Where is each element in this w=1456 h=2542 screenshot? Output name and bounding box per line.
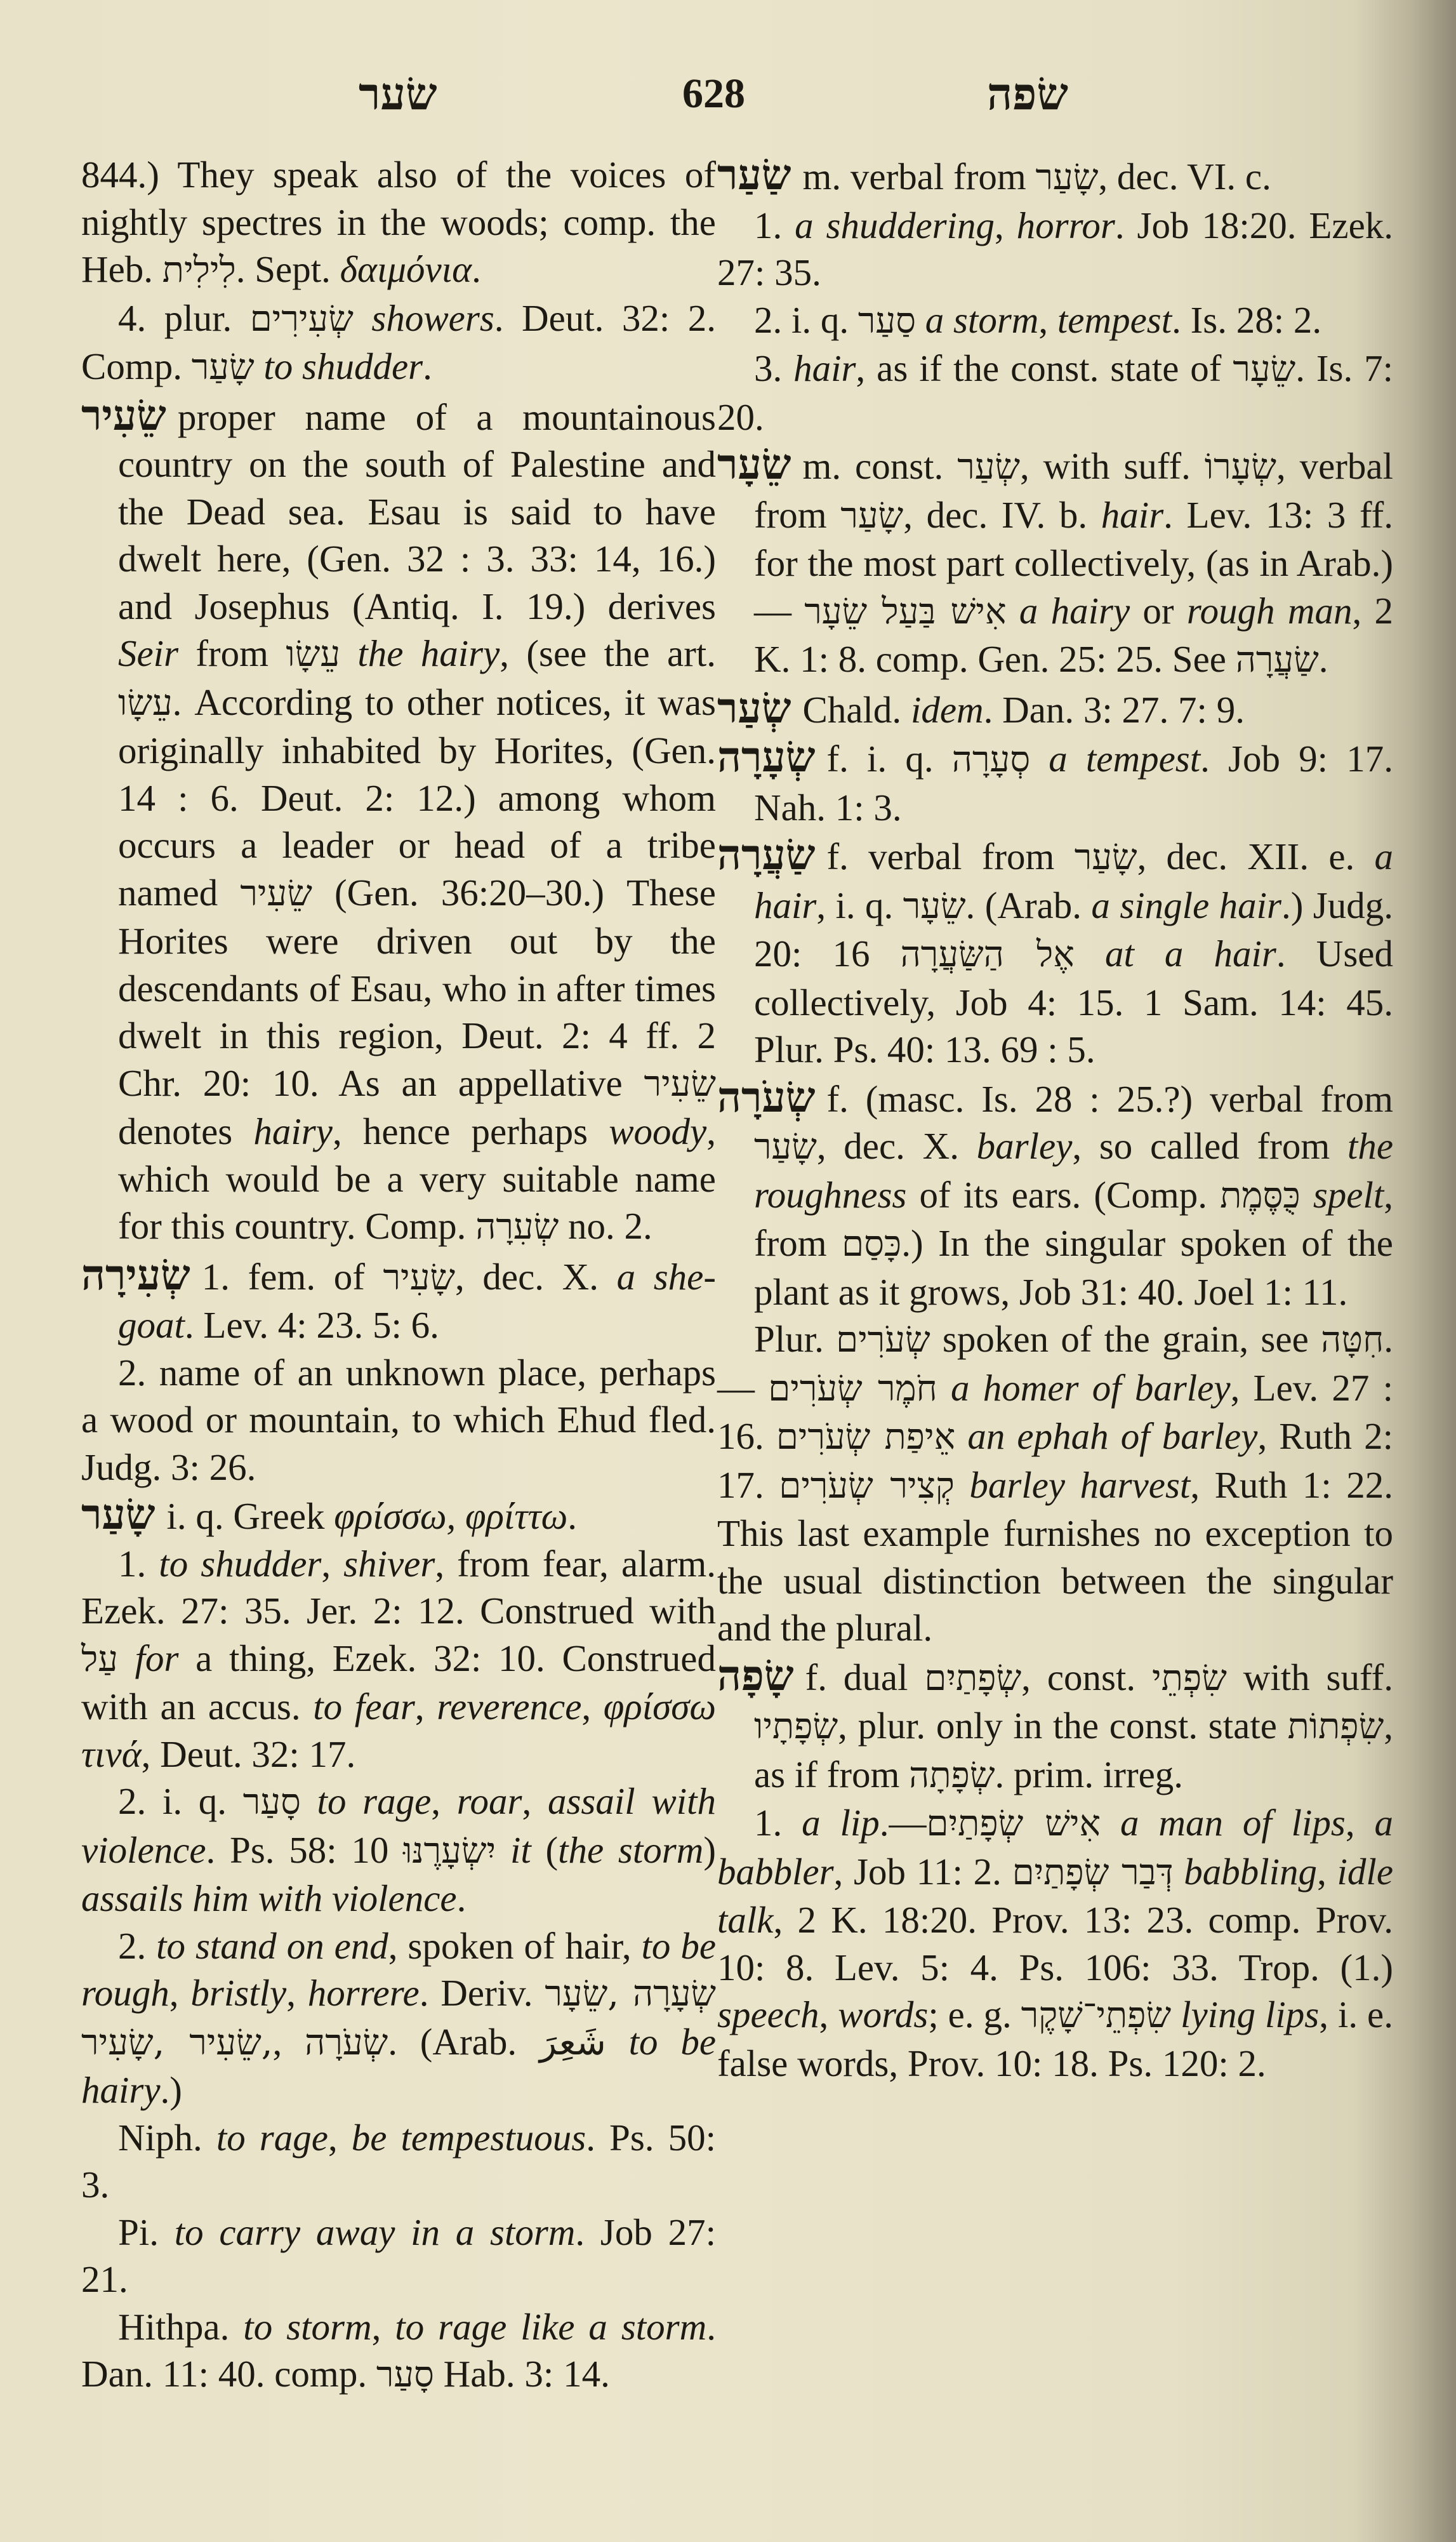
text-run — [496, 1829, 510, 1871]
hebrew-word: שָׂעַר — [1035, 157, 1099, 198]
hebrew-word: שִׂפְתוֹת — [1287, 1706, 1384, 1747]
text-run: . Is. 28: 2. — [1172, 298, 1322, 341]
italic-gloss: to be rough — [81, 1924, 717, 2014]
italic-gloss: to fear — [313, 1686, 415, 1727]
text-run: . Ps. 50: 3. — [81, 2116, 717, 2206]
italic-gloss: rough man — [1186, 589, 1353, 632]
italic-gloss: roar — [456, 1780, 522, 1822]
header-left-catchword: שׂער — [359, 67, 437, 120]
text-run: denotes — [118, 1110, 254, 1152]
hebrew-word: סָעַר — [242, 1781, 301, 1823]
text-run: , (see the art. — [500, 632, 716, 674]
italic-gloss: to carry away in a storm — [174, 2211, 576, 2253]
text-run: , — [1345, 1802, 1375, 1844]
text-run: 844.) They speak also of the voices of nightly spectres in the woods; comp. the Heb. — [81, 154, 716, 290]
entry-headword: שָׂעַר — [81, 1489, 156, 1539]
text-run: , dec. IV. b. — [903, 493, 1101, 536]
text-run: , — [1038, 298, 1057, 341]
dictionary-entry — [717, 441, 1393, 684]
text-run: i. q. Greek — [166, 1495, 334, 1537]
text-run: , Ruth 2: 17. — [717, 1415, 1394, 1506]
italic-gloss: babbling — [1184, 1850, 1318, 1893]
hebrew-word: דְּבַר שְׂפָתַיִם — [1012, 1851, 1174, 1893]
hebrew-word: יִשְׂעָרֶנּוּ — [403, 1830, 496, 1872]
italic-gloss: hair — [793, 347, 856, 389]
text-run: , const. — [1021, 1656, 1153, 1698]
italic-gloss: to rage — [317, 1780, 432, 1822]
italic-gloss: a single hair — [1091, 884, 1281, 926]
text-run: , — [371, 2305, 395, 2348]
text-run — [916, 299, 925, 341]
text-run: , from — [754, 1173, 1393, 1264]
italic-gloss: barley — [976, 1125, 1073, 1167]
text-run: Niph. — [118, 2116, 216, 2159]
text-run: , — [819, 1993, 838, 2035]
italic-gloss: hair — [1101, 493, 1164, 536]
text-run: . Lev. 13: 3 ff. for the most part collectively, (as in Arab.) — — [754, 493, 1393, 632]
entry-sense — [717, 1799, 1393, 2087]
hebrew-word: שָׂעִיר — [383, 1256, 456, 1298]
left-column — [81, 151, 716, 2399]
dictionary-entry — [717, 684, 1393, 734]
hebrew-word: אֶל הַשַּׂעֲרָה — [900, 934, 1075, 975]
text-run: (Gen. 36:20–30.) These Horites were driven out by the descendants of Esau, who in after times dwelt in this region, Deut. 2: 4 ff. 2 Chr. 20: 10. As an appellative — [118, 871, 716, 1104]
entry-sense — [81, 1540, 716, 1778]
page-number: 628 — [682, 70, 745, 117]
hebrew-word: שְׂעֹרִים — [836, 1319, 930, 1361]
text-run: , i. q. — [816, 884, 903, 926]
text-run: . Deut. 32: 2. Comp. — [81, 296, 716, 387]
dictionary-entry — [81, 1251, 716, 1349]
text-run: . Sept. — [235, 248, 340, 290]
text-run: . — — [717, 1318, 1393, 1409]
italic-gloss: tempest — [1057, 298, 1172, 341]
hebrew-word: שְׂפָתָיו — [754, 1706, 838, 1747]
text-run: . Dan. 3: 27. 7: 9. — [983, 688, 1245, 731]
text-run: . (Arab. — [965, 884, 1092, 926]
italic-gloss: woody — [609, 1110, 707, 1152]
dictionary-entry — [717, 831, 1393, 1074]
text-run: . Dan. 11: 40. comp. — [81, 2305, 716, 2395]
text-run — [937, 1367, 951, 1409]
italic-gloss: words — [838, 1993, 929, 2035]
text-run: f. (masc. Is. 28 : 25.?) verbal from — [826, 1077, 1393, 1120]
text-run: . Lev. 4: 23. 5: 6. — [184, 1304, 439, 1346]
text-run — [1030, 738, 1049, 780]
text-run: , hence perhaps — [332, 1110, 609, 1152]
hebrew-word: קְצִיר שְׂעֹרִים — [779, 1465, 955, 1507]
hebrew-word: אֵיפַת שְׂעֹרִים — [776, 1416, 956, 1458]
dictionary-entry — [717, 1652, 1393, 1800]
entry-headword: שְׂעִירָה — [81, 1249, 190, 1300]
text-run: . Used collectively, Job 4: 15. 1 Sam. 14: 45. Plur. Ps. 40: 13. 69 : 5. — [754, 933, 1393, 1070]
hebrew-word: שֵׂעָר — [903, 885, 966, 927]
italic-gloss: to storm — [243, 2305, 372, 2348]
text-run: , Lev. 27 : 16. — [717, 1366, 1394, 1457]
italic-gloss: horror — [1016, 204, 1115, 246]
hebrew-word: שְׂעִירִים — [249, 298, 354, 340]
italic-gloss: to rage — [216, 2116, 328, 2159]
italic-gloss: a man of lips — [1120, 1802, 1346, 1844]
entry-headword: שְׂעָרָה — [717, 732, 816, 782]
text-run: 3. — [754, 347, 794, 389]
text-run: 2. — [118, 1924, 157, 1967]
text-run — [1300, 1174, 1313, 1216]
text-run — [955, 1415, 967, 1457]
text-run: 1. fem. of — [201, 1255, 383, 1298]
hebrew-word: שֵׂעָר — [1233, 349, 1296, 390]
italic-gloss: shiver — [343, 1542, 435, 1585]
hebrew-word: שֵׂעִיר — [644, 1063, 716, 1105]
text-run — [1171, 1993, 1181, 2035]
hebrew-word: שְׂעָרָה ,שֵׂעָר ,שֵׂעִיר ,שָׂעִיר — [81, 1973, 716, 2063]
italic-gloss: be tempestuous — [351, 2116, 586, 2159]
text-run — [606, 2021, 629, 2063]
text-run: .) In the singular spoken of the plant as it grows, Job 31: 40. Joel 1: 11. — [754, 1222, 1393, 1313]
hebrew-word: סָעַר — [376, 2354, 434, 2395]
italic-gloss: reverence — [437, 1686, 582, 1727]
italic-gloss: to shudder — [263, 345, 423, 387]
italic-gloss: idem — [910, 688, 984, 731]
text-run: , from fear, alarm. Ezek. 27: 35. Jer. 2: 12. Construed with — [81, 1542, 717, 1632]
text-run: , dec. VI. c. — [1098, 156, 1271, 197]
italic-gloss: showers — [371, 296, 494, 339]
text-run: m. verbal from — [802, 156, 1036, 197]
italic-gloss: hairy — [253, 1110, 333, 1152]
text-run: , verbal from — [754, 445, 1393, 536]
text-run: , i. e. false words, Prov. 10: 18. Ps. 120: 2. — [717, 1993, 1393, 2084]
italic-gloss: Seir — [118, 632, 179, 674]
text-run: . — [423, 345, 432, 387]
text-run: , Deut. 32: 17. — [141, 1733, 356, 1775]
hebrew-word: שָׂעַר — [840, 495, 904, 536]
hebrew-word: כָּסַם — [842, 1223, 902, 1265]
text-run: proper name of a mountainous country on the south of Palestine and the Dead sea. Esau is said to have dwelt here, (Gen. 32 : 3. 33: 14, 16.) and Josephus (Antiq. I. 19.) derives — [118, 396, 716, 627]
italic-gloss: to be hairy — [81, 2020, 717, 2111]
text-run: , — [321, 1542, 344, 1585]
text-run: .) Judg. 20: 16 — [754, 884, 1393, 975]
hebrew-word: שִׂפְתֵי — [1152, 1657, 1227, 1699]
hebrew-word: שָׂעַר — [191, 347, 255, 388]
text-run: Pi. — [118, 2211, 175, 2253]
text-run: , — [431, 1780, 457, 1822]
hebrew-word: שְׂעֹרָה — [305, 2021, 388, 2063]
entry-sense — [81, 1922, 716, 2114]
text-run: 4. plur. — [118, 296, 250, 339]
text-run: , — [995, 204, 1017, 246]
text-run: . — [1318, 638, 1328, 680]
text-run — [955, 1464, 970, 1506]
hebrew-word: שָׂעַר — [754, 1126, 817, 1168]
text-run: Chald. — [802, 688, 911, 731]
text-run — [1174, 1851, 1184, 1893]
entry-sense — [81, 2209, 716, 2303]
text-run: Hab. 3: 14. — [433, 2353, 610, 2395]
text-run: f. verbal from — [826, 835, 1075, 877]
text-run: spoken of the grain, see — [930, 1318, 1321, 1360]
text-run — [1101, 1802, 1120, 1844]
italic-gloss: for — [135, 1637, 179, 1679]
text-run: ; e. g. — [928, 1993, 1021, 2035]
hebrew-word: שְׂעָרוֹ — [1204, 446, 1276, 488]
text-run: . prim. irreg. — [995, 1753, 1184, 1795]
text-run: , — [414, 1686, 437, 1727]
text-run: , — [581, 1686, 604, 1727]
entry-sense — [81, 2114, 716, 2209]
text-run: .— — [879, 1802, 927, 1844]
entry-headword: שֵׂעָר — [717, 439, 791, 489]
text-run: , — [328, 2116, 352, 2159]
italic-gloss: to rage like a storm — [395, 2305, 707, 2348]
italic-gloss: lying lips — [1181, 1993, 1320, 2035]
entry-sense — [81, 295, 716, 392]
text-run: . — [472, 248, 481, 290]
text-run: , — [522, 1780, 548, 1822]
entry-headword: שַׂעַר — [717, 150, 791, 199]
header-right-catchword: שׂפה — [987, 67, 1068, 120]
text-run: . Job 27: 21. — [81, 2211, 716, 2300]
entry-sense — [717, 202, 1393, 296]
italic-gloss: a shuddering — [795, 204, 995, 246]
italic-gloss: assail with violence — [81, 1780, 717, 1871]
text-run — [1007, 590, 1019, 632]
hebrew-word: אִישׁ בַּעַל שֵׂעָר — [804, 590, 1007, 632]
italic-gloss: the hairy — [357, 632, 500, 674]
greek-word: δαιμόνια — [340, 248, 472, 290]
entry-sense — [81, 1349, 716, 1491]
text-run: , 2 K. 18:20. Prov. 13: 23. comp. Prov. 10: 8. Lev. 5: 4. Ps. 106: 33. Trop. (1.) — [717, 1899, 1393, 1988]
text-run: , which would be a very suitable name for this country. Comp. — [118, 1110, 716, 1247]
italic-gloss: idle talk — [717, 1850, 1394, 1941]
arabic-word: شَعِرَ — [539, 2021, 606, 2063]
text-run — [1075, 933, 1105, 975]
text-run — [301, 1780, 317, 1822]
entry-sense — [81, 1778, 716, 1922]
text-run — [255, 345, 264, 387]
dictionary-entry — [717, 733, 1393, 831]
text-run: with suff. — [1226, 1656, 1393, 1698]
hebrew-word: עֵשָׂו — [118, 682, 173, 724]
entry-headword: שְׂעַר — [717, 682, 791, 733]
text-run: , — [1317, 1850, 1337, 1893]
hebrew-word: חִטָּה — [1321, 1319, 1384, 1361]
hebrew-word: חֹמֶר שְׂעֹרִים — [768, 1367, 937, 1409]
running-header — [0, 63, 1456, 121]
hebrew-word: לִילִית — [162, 250, 236, 291]
italic-gloss: a she-goat — [118, 1255, 717, 1346]
text-run: ) — [703, 1828, 717, 1871]
text-run: Plur. — [754, 1318, 837, 1360]
text-run — [354, 297, 371, 339]
italic-gloss: spelt — [1313, 1173, 1384, 1216]
text-run: , as if the const. state of — [856, 347, 1233, 389]
text-run: , so called from — [1072, 1125, 1347, 1167]
hebrew-word: סְעָרָה — [951, 739, 1031, 780]
dictionary-entry — [717, 151, 1393, 202]
text-run: . Is. 7: 20. — [717, 347, 1394, 438]
hebrew-word: שִׂפְתֵי־שָׁקֶר — [1021, 1995, 1172, 2036]
text-run: , — [169, 1972, 191, 2014]
italic-gloss: assails him with violence — [81, 1877, 457, 1919]
text-run: 2. i. q. — [118, 1780, 243, 1822]
right-column — [717, 151, 1393, 2087]
text-run: from — [178, 632, 286, 674]
text-run: 2. name of an unknown place, perhaps a wood or mountain, to which Ehud fled. Judg. 3: 26. — [81, 1351, 716, 1488]
hebrew-word: שֵׂעִיר — [240, 872, 312, 914]
hebrew-word: עֵשָׂו — [286, 634, 341, 675]
text-run: . — [567, 1495, 577, 1537]
italic-gloss: at a hair — [1104, 933, 1276, 975]
hebrew-word: אִישׁ שְׂפָתַיִם — [926, 1803, 1101, 1844]
italic-gloss: a tempest — [1049, 738, 1201, 780]
text-run: . — [456, 1877, 467, 1919]
italic-gloss: it — [510, 1828, 531, 1871]
italic-gloss: a homer of barley — [951, 1366, 1231, 1409]
hebrew-word: שְׂפָתָה — [909, 1754, 995, 1796]
text-run: 1. — [754, 1802, 802, 1844]
text-run: . Ps. 58: 10 — [206, 1828, 404, 1871]
dictionary-entry — [81, 1491, 716, 1540]
text-run: , dec. XII. e. — [1137, 835, 1375, 877]
italic-gloss: to shudder — [159, 1542, 322, 1585]
hebrew-word: שָׂעַר — [1074, 837, 1137, 878]
italic-gloss: a lip — [802, 1802, 880, 1844]
text-run: , Ruth 1: 22. This last example furnishes no exception to the usual distinction between the singular and the plural. — [717, 1463, 1394, 1649]
italic-gloss: a storm — [925, 298, 1039, 341]
entry-headword: שָׂפָה — [717, 1650, 794, 1700]
text-run: or — [1130, 589, 1187, 632]
text-run: , dec. X. — [816, 1125, 977, 1167]
dictionary-entry — [717, 1074, 1393, 1316]
text-run: m. const. — [802, 445, 958, 487]
text-run: 1. — [118, 1542, 159, 1585]
hebrew-word: שַׂעֲרָה — [1235, 639, 1319, 681]
italic-gloss: the storm — [558, 1828, 704, 1871]
hebrew-word: סַעַר — [857, 300, 916, 342]
entry-continuation — [81, 151, 716, 295]
text-run: 1. — [754, 204, 795, 246]
italic-gloss: an ephah of barley — [967, 1415, 1258, 1457]
text-run: Hithpa. — [118, 2305, 244, 2348]
italic-gloss: a hair — [754, 835, 1393, 926]
entry-sense — [717, 1315, 1393, 1652]
text-run — [340, 632, 357, 674]
text-run: . According to other notices, it was originally inhabited by Horites, (Gen. 14 : 6. Deut. 2: 12.) among whom occurs a leader or head of a tribe named — [118, 681, 716, 914]
italic-gloss: bristly — [190, 1972, 287, 2014]
text-run: ( — [531, 1828, 559, 1871]
text-run: of its ears. (Comp. — [906, 1173, 1221, 1216]
text-run: , spoken of hair, — [388, 1924, 642, 1967]
entry-headword: שְׂעֹרָה — [717, 1072, 816, 1122]
text-run: , 2 K. 1: 8. comp. Gen. 25: 25. See — [754, 589, 1393, 680]
text-run: , dec. X. — [455, 1255, 617, 1298]
entry-sense — [717, 345, 1393, 441]
hebrew-word: כֻּסֶּמֶת — [1220, 1175, 1300, 1216]
italic-gloss: horrere — [307, 1972, 420, 2014]
text-run: , Job 11: 2. — [833, 1850, 1012, 1893]
text-run — [118, 1637, 135, 1679]
text-run: f. i. q. — [826, 738, 952, 780]
dictionary-entry — [81, 392, 716, 1251]
text-run: . Job 18:20. Ezek. 27: 35. — [717, 204, 1394, 293]
text-run: , as if from — [754, 1705, 1393, 1795]
greek-word: φρίσσω, φρίττω — [334, 1495, 568, 1537]
italic-gloss: the roughness — [754, 1125, 1394, 1216]
text-run: . Job 9: 17. Nah. 1: 3. — [754, 738, 1393, 828]
hebrew-word: שְׂעִרָה — [475, 1206, 559, 1248]
entry-headword: שֵׂעִיר — [81, 390, 166, 440]
entry-sense — [717, 296, 1393, 345]
text-run: .) — [160, 2069, 182, 2111]
text-run: , — [272, 2020, 305, 2063]
italic-gloss: a hairy — [1019, 589, 1130, 632]
text-run: . (Arab. — [388, 2020, 539, 2063]
greek-word: φρίσσω τινά — [81, 1686, 716, 1775]
text-run: , with suff. — [1020, 445, 1205, 487]
text-run: a thing, Ezek. 32: 10. Construed with an accus. — [81, 1637, 716, 1727]
text-run: no. 2. — [559, 1205, 652, 1247]
italic-gloss: to stand on end — [156, 1924, 388, 1967]
text-run: . Deriv. — [419, 1972, 545, 2014]
entry-headword: שַׂעֲרָה — [717, 830, 816, 879]
italic-gloss: speech — [717, 1993, 819, 2035]
text-run: , — [286, 1972, 308, 2014]
italic-gloss: a babbler — [717, 1802, 1394, 1893]
italic-gloss: barley harvest — [969, 1463, 1191, 1506]
text-run: , plur. only in the const. state — [838, 1705, 1288, 1747]
hebrew-word: שְׂפָתַיִם — [924, 1657, 1022, 1699]
hebrew-word: עַל — [81, 1638, 118, 1680]
text-run: f. dual — [805, 1656, 925, 1698]
entry-sense — [81, 2303, 716, 2399]
hebrew-word: שְׂעַר — [957, 446, 1021, 488]
text-run: 2. i. q. — [754, 298, 858, 341]
